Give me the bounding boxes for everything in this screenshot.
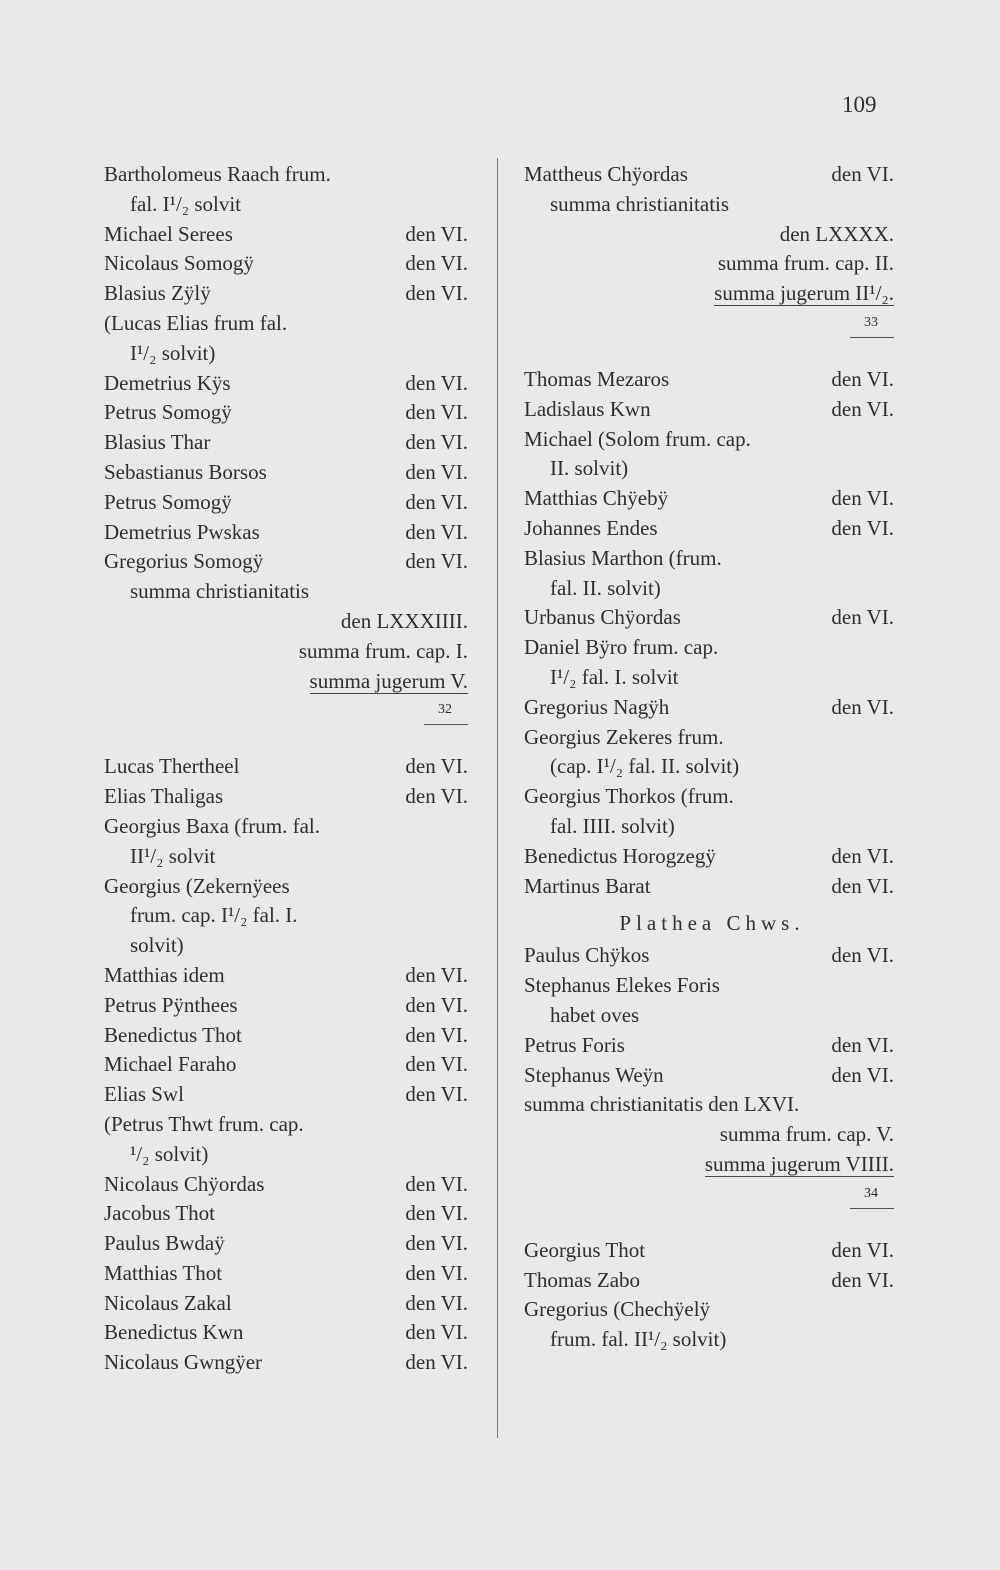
entry-line [104, 1021, 474, 1051]
entry-value: den VI. [831, 162, 894, 186]
entry-name: Petrus Somogÿ [104, 489, 232, 514]
entry-name: Blasius Zÿlÿ [104, 281, 211, 306]
entry-line [104, 458, 474, 488]
section-number [524, 1180, 900, 1236]
section-rule [850, 1208, 894, 1209]
entry-value: den VI. [831, 486, 894, 511]
entry-name: fal. IIII. solvit) [550, 813, 675, 838]
entry-name: Thomas Mezaros [524, 366, 670, 391]
entry-value: den VI. [405, 962, 468, 987]
entry-name: I¹/₂ solvit) [130, 340, 216, 365]
entry-name: den LXXXIIII. [340, 608, 468, 633]
entry-name: Stephanus Elekes Foris [524, 973, 720, 998]
entry-name: Martinus Barat [524, 873, 651, 898]
entry-name: II. solvit) [550, 456, 629, 481]
entry-name: Thomas Zabo [524, 1267, 641, 1292]
entry-name: II¹/₂ solvit [130, 843, 216, 868]
entry-line [524, 782, 900, 812]
entry-name: Paulus Chÿkos [524, 943, 650, 968]
entry-name: Paulus Bwdaÿ [104, 1231, 225, 1256]
entry-name: Ladislaus Kwn [524, 396, 651, 421]
entry-name: Bartholomeus Raach frum. [104, 162, 331, 186]
entry-name: den LXXXX. [779, 221, 894, 246]
entry-name: Georgius Zekeres frum. [524, 724, 724, 749]
entry-name: Johannes Endes [524, 515, 658, 540]
entry-name: Georgius Baxa (frum. fal. [104, 813, 320, 838]
summa-line [524, 1150, 900, 1180]
entry-line [104, 812, 474, 842]
right-column [524, 160, 900, 1355]
entry-name: Elias Swl [104, 1082, 184, 1107]
entry-line [524, 752, 900, 782]
entry-name: Matthias Chÿebÿ [524, 486, 669, 511]
entry-line [104, 160, 474, 190]
entry-value: den VI. [405, 400, 468, 425]
entry-value: den VI. [831, 515, 894, 540]
entry-line [104, 1140, 474, 1170]
entry-name: Petrus Pÿnthees [104, 992, 238, 1017]
entry-value: den VI. [405, 489, 468, 514]
entry-line [104, 1050, 474, 1080]
entry-line [104, 901, 474, 931]
entry-name: (cap. I¹/₂ fal. II. solvit) [550, 754, 740, 779]
entry-value: den VI. [831, 943, 894, 968]
entry-name: Nicolaus Chÿordas [104, 1171, 265, 1196]
entry-name: Demetrius Kÿs [104, 370, 231, 395]
page-number: 109 [842, 92, 877, 117]
entry-name: summa frum. cap. I. [298, 638, 468, 663]
entry-value: den VI. [405, 992, 468, 1017]
entry-line [524, 1061, 900, 1091]
entry-name: Michael (Solom frum. cap. [524, 426, 751, 451]
entry-line [104, 1289, 474, 1319]
entry-line [104, 428, 474, 458]
entry-value: den VI. [405, 1052, 468, 1077]
entry-line [524, 484, 900, 514]
entry-name: Benedictus Kwn [104, 1320, 244, 1345]
section-number-label: 34 [864, 1185, 878, 1201]
entry-line [104, 309, 474, 339]
entry-name: Petrus Somogÿ [104, 400, 232, 425]
entry-name: summa christianitatis [130, 579, 310, 604]
entry-value: den VI. [831, 873, 894, 898]
entry-name: summa christianitatis den LXVI. [524, 1092, 800, 1117]
entry-line [524, 454, 900, 484]
entry-line [104, 1259, 474, 1289]
entry-name: fal. I¹/₂ solvit [130, 191, 242, 216]
entry-value: den VI. [405, 251, 468, 276]
entry-line [524, 1325, 900, 1355]
entry-line [104, 931, 474, 961]
entry-name: Stephanus Weÿn [524, 1062, 664, 1087]
entry-line [104, 1110, 474, 1140]
entry-line [524, 160, 900, 190]
entry-name: I¹/₂ fal. I. solvit [550, 664, 679, 689]
section-number [104, 696, 474, 752]
entry-name: Benedictus Thot [104, 1022, 242, 1047]
entry-line [524, 1031, 900, 1061]
entry-line [524, 723, 900, 753]
entry-line [524, 842, 900, 872]
entry-name: Matthias Thot [104, 1260, 223, 1285]
entry-name: summa christianitatis [550, 191, 730, 216]
entry-name: Georgius Thorkos (frum. [524, 784, 734, 809]
entry-value: den VI. [405, 1022, 468, 1047]
entry-line [104, 961, 474, 991]
entry-name: Benedictus Horogzegÿ [524, 843, 716, 868]
entry-name: fal. II. solvit) [550, 575, 661, 600]
entry-name: ¹/₂ solvit) [130, 1141, 209, 1166]
entry-line [104, 1229, 474, 1259]
entry-name: Michael Serees [104, 221, 233, 246]
entry-line [104, 547, 474, 577]
entry-value: den VI. [405, 1231, 468, 1256]
entry-line [524, 693, 900, 723]
section-number-label: 33 [864, 314, 878, 330]
entry-name: summa frum. cap. V. [719, 1122, 894, 1147]
entry-line [524, 365, 900, 395]
section-rule [850, 337, 894, 338]
section-number-label: 32 [438, 702, 452, 718]
entry-line [524, 395, 900, 425]
entry-name: summa jugerum II¹/₂. [714, 281, 894, 306]
street-heading: Plathea Chws. [619, 911, 805, 936]
entry-value: den VI. [831, 694, 894, 719]
summa-line [104, 637, 474, 667]
entry-value: den VI. [831, 605, 894, 630]
entry-name: Georgius Thot [524, 1237, 646, 1262]
entry-value: den VI. [405, 370, 468, 395]
entry-line [104, 782, 474, 812]
entry-value: den VI. [831, 1032, 894, 1057]
entry-name: Elias Thaligas [104, 784, 224, 809]
entry-name: Jacobus Thot [104, 1201, 216, 1226]
entry-name: Petrus Foris [524, 1032, 625, 1057]
entry-value: den VI. [405, 430, 468, 455]
entry-value: den VI. [405, 221, 468, 246]
entry-value: den VI. [405, 1260, 468, 1285]
entry-value: den VI. [405, 281, 468, 306]
entry-name: frum. fal. II¹/₂ solvit) [550, 1327, 727, 1352]
summa-line [524, 220, 900, 250]
entry-name: Gregorius (Chechÿelÿ [524, 1297, 711, 1322]
column-divider [497, 158, 498, 1438]
entry-value: den VI. [405, 1171, 468, 1196]
entry-line [524, 1236, 900, 1266]
entry-value: den VI. [831, 396, 894, 421]
entry-name: Gregorius Nagÿh [524, 694, 670, 719]
entry-name: Daniel Bÿro frum. cap. [524, 635, 719, 660]
entry-name: Mattheus Chÿordas [524, 162, 688, 186]
entry-line [104, 1199, 474, 1229]
entry-line [524, 603, 900, 633]
entry-name: Nicolaus Gwngÿer [104, 1350, 263, 1375]
entry-name: Lucas Thertheel [104, 754, 240, 779]
entry-value: den VI. [405, 754, 468, 779]
entry-line [104, 518, 474, 548]
entry-line [104, 1170, 474, 1200]
entry-value: den VI. [405, 519, 468, 544]
summa-line [104, 667, 474, 697]
left-column [104, 160, 474, 1378]
entry-line [104, 249, 474, 279]
entry-line [524, 633, 900, 663]
entry-name: (Petrus Thwt frum. cap. [104, 1111, 304, 1136]
entry-name: summa jugerum VIIII. [704, 1151, 894, 1176]
section-rule [424, 724, 468, 725]
entry-name: frum. cap. I¹/₂ fal. I. [130, 903, 298, 928]
entry-line [104, 190, 474, 220]
entry-value: den VI. [405, 459, 468, 484]
entry-name: Sebastianus Borsos [104, 459, 267, 484]
entry-line [524, 425, 900, 455]
entry-line [524, 1295, 900, 1325]
entry-value: den VI. [831, 366, 894, 391]
entry-name: Matthias idem [104, 962, 225, 987]
entry-line [524, 872, 900, 902]
entry-value: den VI. [405, 1082, 468, 1107]
entry-line [104, 398, 474, 428]
entry-name: Georgius (Zekernÿees [104, 873, 290, 898]
entry-line [104, 339, 474, 369]
entry-name: habet oves [550, 1002, 640, 1027]
entry-name: Blasius Marthon (frum. [524, 545, 722, 570]
entry-line [104, 752, 474, 782]
entry-line [104, 1318, 474, 1348]
entry-line [104, 279, 474, 309]
entry-name: (Lucas Elias frum fal. [104, 310, 288, 335]
entry-value: den VI. [831, 1267, 894, 1292]
entry-line [524, 812, 900, 842]
entry-name: Demetrius Pwskas [104, 519, 260, 544]
entry-line [104, 991, 474, 1021]
section-number [524, 309, 900, 365]
summa-line [524, 279, 900, 309]
entry-line [524, 1001, 900, 1031]
entry-name: Blasius Thar [104, 430, 211, 455]
entry-line [104, 1348, 474, 1378]
entry-line [104, 1080, 474, 1110]
entry-line [524, 941, 900, 971]
entry-value: den VI. [405, 549, 468, 574]
entry-name: Nicolaus Somogÿ [104, 251, 254, 276]
entry-line [524, 190, 900, 220]
entry-value: den VI. [831, 1237, 894, 1262]
summa-line [524, 1120, 900, 1150]
entry-line [524, 574, 900, 604]
entry-value: den VI. [831, 1062, 894, 1087]
entry-line [524, 544, 900, 574]
entry-line [104, 220, 474, 250]
entry-name: Urbanus Chÿordas [524, 605, 681, 630]
entry-value: den VI. [405, 1350, 468, 1375]
entry-name: solvit) [130, 933, 184, 958]
entry-value: den VI. [405, 1290, 468, 1315]
summa-line [524, 249, 900, 279]
entry-name: Nicolaus Zakal [104, 1290, 232, 1315]
entry-name: Michael Faraho [104, 1052, 237, 1077]
entry-line [524, 971, 900, 1001]
entry-value: den VI. [405, 1201, 468, 1226]
entry-name: summa frum. cap. II. [717, 251, 894, 276]
entry-value: den VI. [831, 843, 894, 868]
entry-name: summa jugerum V. [309, 668, 468, 693]
entry-line [524, 1090, 900, 1120]
entry-line [524, 1266, 900, 1296]
entry-value: den VI. [405, 1320, 468, 1345]
entry-line [104, 872, 474, 902]
entry-line [104, 369, 474, 399]
entry-line [104, 577, 474, 607]
entry-line [524, 514, 900, 544]
entry-line [524, 663, 900, 693]
summa-line [104, 607, 474, 637]
entry-name: Gregorius Somogÿ [104, 549, 264, 574]
entry-line [104, 842, 474, 872]
entry-value: den VI. [405, 784, 468, 809]
entry-line [104, 488, 474, 518]
